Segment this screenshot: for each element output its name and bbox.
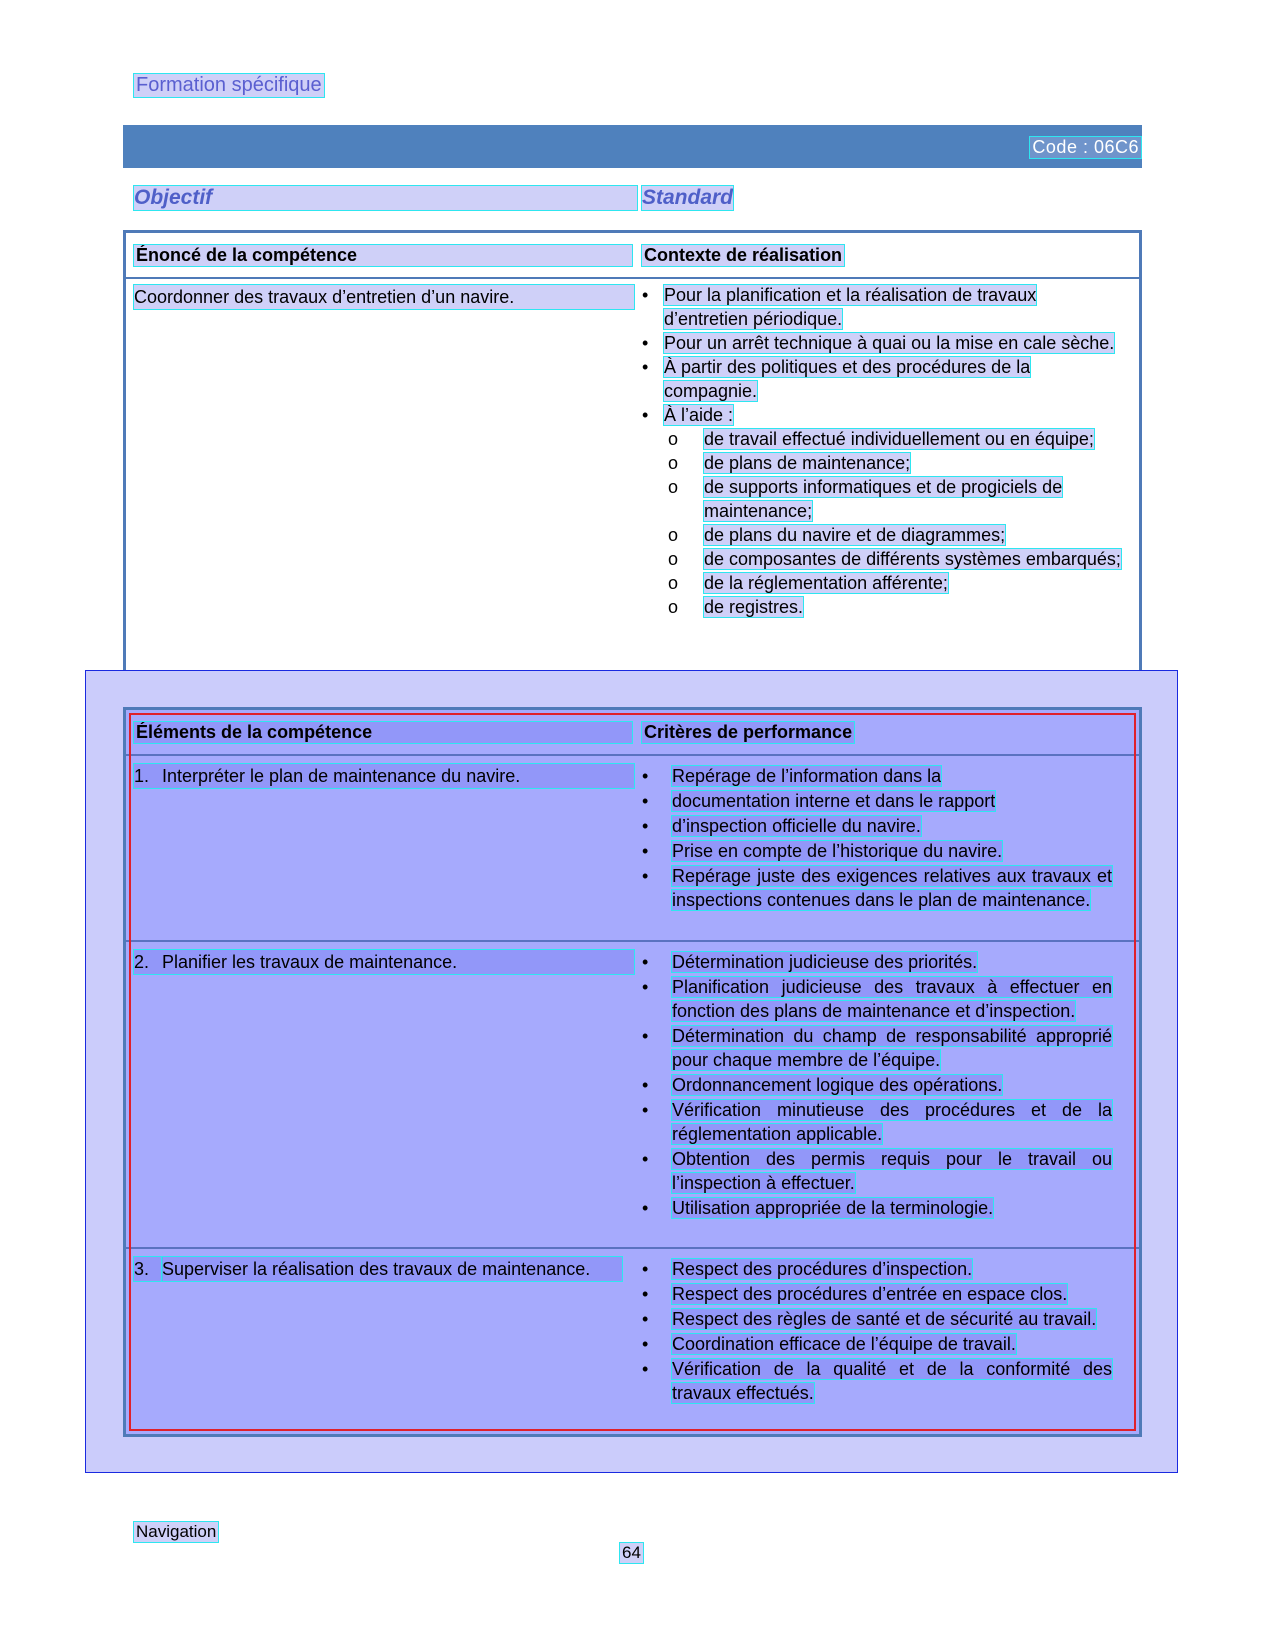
bullet-icon: • bbox=[642, 1259, 649, 1279]
criteria-item: • documentation interne et dans le rapport bbox=[642, 791, 996, 811]
criteria-item: • Repérage de l’information dans la bbox=[642, 766, 942, 786]
context-subitem: o de la réglementation afférente; bbox=[668, 573, 948, 593]
performance-row-2 bbox=[126, 940, 1139, 1249]
objective-label: Objectif bbox=[134, 186, 637, 210]
criteria-item: • Ordonnancement logique des opérations. bbox=[642, 1075, 1003, 1095]
page-number: 64 bbox=[622, 1543, 641, 1562]
performance-table bbox=[123, 707, 1142, 1437]
context-subitem: o de registres. bbox=[668, 597, 804, 617]
bullet-icon: • bbox=[642, 405, 649, 425]
bullet-icon: • bbox=[642, 1309, 649, 1329]
bullet-icon: • bbox=[642, 977, 649, 997]
criteria-item: • Vérification minutieuse des procédures et de la réglementation applicable. bbox=[642, 1100, 1112, 1144]
competence-table-header bbox=[126, 233, 1139, 279]
context-subitem: o de plans du navire et de diagrammes; bbox=[668, 525, 1006, 545]
elements-header: Éléments de la compétence bbox=[134, 722, 632, 743]
context-subitem: o de travail effectué individuellement ou en équipe; bbox=[668, 429, 1094, 449]
context-item: • Pour la planification et la réalisation de travaux d’entretien périodique. bbox=[642, 285, 1037, 329]
bullet-icon: • bbox=[642, 285, 649, 305]
criteria-item: • Prise en compte de l’historique du navire. bbox=[642, 841, 1003, 861]
circle-bullet-icon: o bbox=[668, 549, 679, 569]
criteria-list bbox=[642, 950, 1112, 1221]
circle-bullet-icon: o bbox=[668, 429, 679, 449]
circle-bullet-icon: o bbox=[668, 597, 679, 617]
criteria-item: • Planification judicieuse des travaux à effectuer en fonction des plans de maintenance et d’inspection. bbox=[642, 977, 1112, 1021]
circle-bullet-icon: o bbox=[668, 525, 679, 545]
bullet-icon: • bbox=[642, 333, 649, 353]
criteria-item: • Coordination efficace de l’équipe de travail. bbox=[642, 1334, 1016, 1354]
criteria-list bbox=[642, 764, 1112, 913]
circle-bullet-icon: o bbox=[668, 453, 679, 473]
criteria-header: Critères de performance bbox=[644, 722, 853, 742]
context-list bbox=[642, 283, 1122, 619]
context-subitem: o de plans de maintenance; bbox=[668, 453, 911, 473]
bullet-icon: • bbox=[642, 841, 649, 861]
competence-statement: Coordonner des travaux d’entretien d’un navire. bbox=[134, 285, 634, 309]
criteria-item: • Vérification de la qualité et de la conformité des travaux effectués. bbox=[642, 1359, 1112, 1403]
bullet-icon: • bbox=[642, 866, 649, 886]
criteria-item: • Obtention des permis requis pour le travail ou l’inspection à effectuer. bbox=[642, 1149, 1112, 1193]
bullet-icon: • bbox=[642, 1284, 649, 1304]
bullet-icon: • bbox=[642, 1100, 649, 1120]
bullet-icon: • bbox=[642, 1359, 649, 1379]
bullet-icon: • bbox=[642, 1075, 649, 1095]
bullet-icon: • bbox=[642, 952, 649, 972]
context-item: • À l’aide : o de travail effectué individuellement ou en équipe; o de plans de maintenance; o de supports informatiques et de progiciels de maintenance; o de plans du navire et de diagrammes; o de composantes de différents systèmes embarqués; o de la réglementation afférente; o de registres. bbox=[642, 405, 1121, 617]
performance-row-3 bbox=[126, 1247, 1139, 1432]
context-sublist bbox=[664, 427, 1122, 619]
competence-table bbox=[123, 230, 1142, 693]
code-banner bbox=[123, 125, 1142, 168]
criteria-item: • Détermination du champ de responsabilité approprié pour chaque membre de l’équipe. bbox=[642, 1026, 1112, 1070]
criteria-item: • Respect des procédures d’entrée en espace clos. bbox=[642, 1284, 1068, 1304]
course-code: Code : 06C6 bbox=[1032, 137, 1139, 157]
criteria-item: • Repérage juste des exigences relatives aux travaux et inspections contenues dans le plan de maintenance. bbox=[642, 866, 1112, 910]
criteria-list bbox=[642, 1257, 1112, 1406]
page-header-title: Formation spécifique bbox=[136, 74, 322, 96]
navigation-link[interactable]: Navigation bbox=[136, 1522, 217, 1541]
competence-element: 3. Superviser la réalisation des travaux de maintenance. bbox=[134, 1257, 634, 1281]
bullet-icon: • bbox=[642, 1334, 649, 1354]
competence-element: 1. Interpréter le plan de maintenance du navire. bbox=[134, 764, 634, 788]
bullet-icon: • bbox=[642, 1026, 649, 1046]
context-subitem: o de composantes de différents systèmes embarqués; bbox=[668, 549, 1121, 569]
performance-row-1 bbox=[126, 754, 1139, 942]
competence-statement-header: Énoncé de la compétence bbox=[134, 245, 632, 266]
criteria-item: • Utilisation appropriée de la terminologie. bbox=[642, 1198, 994, 1218]
circle-bullet-icon: o bbox=[668, 477, 679, 497]
context-item: • Pour un arrêt technique à quai ou la mise en cale sèche. bbox=[642, 333, 1115, 353]
bullet-icon: • bbox=[642, 1149, 649, 1169]
context-header: Contexte de réalisation bbox=[644, 245, 843, 265]
criteria-item: • Respect des règles de santé et de sécurité au travail. bbox=[642, 1309, 1097, 1329]
performance-table-header bbox=[126, 710, 1139, 756]
context-item: • À partir des politiques et des procédures de la compagnie. bbox=[642, 357, 1031, 401]
bullet-icon: • bbox=[642, 816, 649, 836]
bullet-icon: • bbox=[642, 1198, 649, 1218]
context-subitem: o de supports informatiques et de progiciels de maintenance; bbox=[668, 477, 1063, 521]
bullet-icon: • bbox=[642, 791, 649, 811]
competence-element: 2. Planifier les travaux de maintenance. bbox=[134, 950, 634, 974]
bullet-icon: • bbox=[642, 766, 649, 786]
circle-bullet-icon: o bbox=[668, 573, 679, 593]
criteria-item: • Détermination judicieuse des priorités. bbox=[642, 952, 978, 972]
bullet-icon: • bbox=[642, 357, 649, 377]
standard-label: Standard bbox=[642, 186, 734, 209]
criteria-item: • d’inspection officielle du navire. bbox=[642, 816, 921, 836]
criteria-item: • Respect des procédures d’inspection. bbox=[642, 1259, 973, 1279]
